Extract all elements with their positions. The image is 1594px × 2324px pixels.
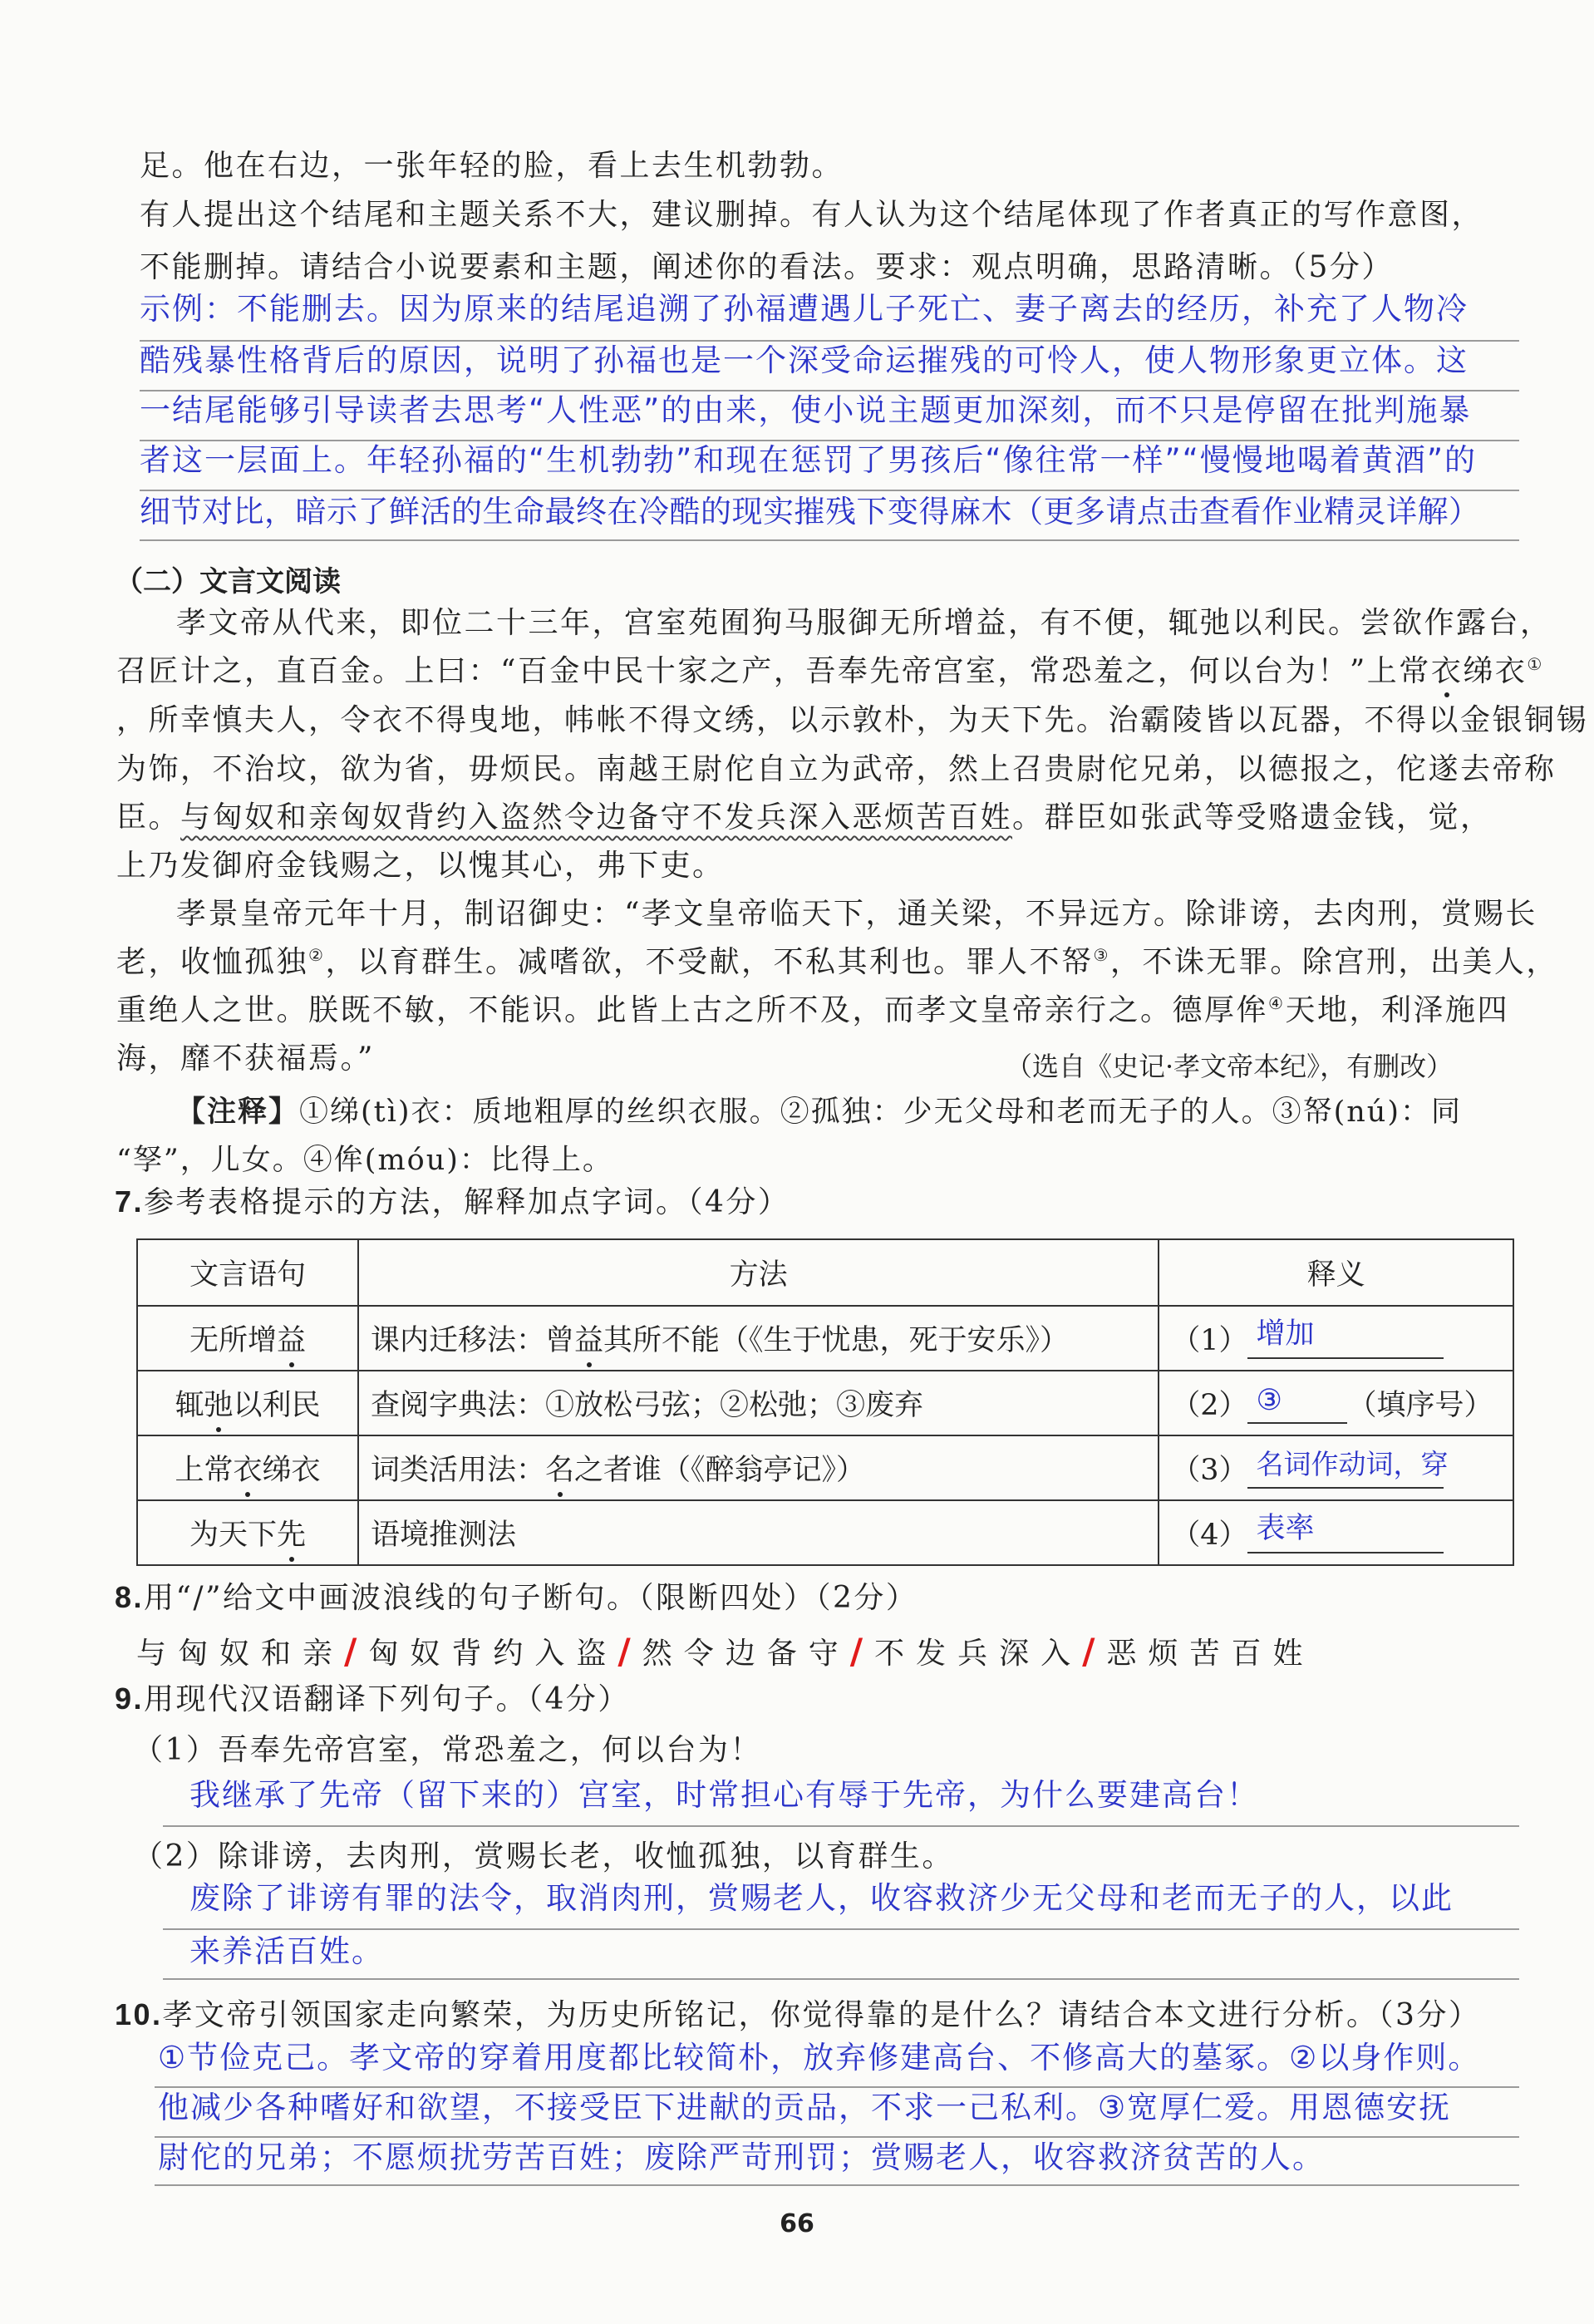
q10-prompt: 10.孝文帝引领国家走向繁荣，为历史所铭记，你觉得靠的是什么？请结合本文进行分析。（3分）	[115, 1997, 1481, 2032]
passage-p2-line-1: 孝景皇帝元年十月，制诏御史：“孝文皇帝临天下，通关梁，不异远方。除诽谤，去肉刑，赏赐长	[176, 897, 1537, 931]
sentence-cell: 为天下先	[137, 1500, 358, 1565]
dotted-character: 衣	[1430, 654, 1464, 688]
answer-rule	[140, 490, 1519, 491]
answer-rule	[140, 340, 1519, 342]
story-continuation: 足。他在右边，一张年轻的脸，看上去生机勃勃。	[140, 149, 844, 183]
passage-p1-line-1: 孝文帝从代来，即位二十三年，宫室苑囿狗马服御无所增益，有不便，辄弛以利民。尝欲作露台，	[176, 606, 1552, 640]
page-number: 66	[780, 2209, 814, 2238]
answer-rule	[155, 2136, 1519, 2138]
answer-rule	[163, 1825, 1519, 1827]
method-cell: 课内迁移法：曾益其所不能（《生于忧患，死于安乐》）	[358, 1306, 1159, 1371]
q9-sentence-2: （2）除诽谤，去肉刑，赏赐长老，收恤孤独，以育群生。	[133, 1839, 954, 1873]
sentence-segment: 匈奴背约入盗	[368, 1637, 618, 1671]
passage-p1-line-3: ，所幸慎夫人，令衣不得曳地，帏帐不得文绣，以示敦朴，为天下先。治霸陵皆以瓦器，不得以金银铜锡	[116, 703, 1589, 737]
q6-answer-line-4: 者这一层面上。年轻孙福的“生机勃勃”和现在惩罚了男孩后“像往常一样”“慢慢地喝着黄酒”的	[140, 442, 1478, 478]
sentence-segment: 与匈奴和亲	[136, 1637, 345, 1671]
q6-answer-line-2: 酷残暴性格背后的原因，说明了孙福也是一个深受命运摧残的可怜人，使人物形象更立体。这	[140, 342, 1469, 378]
section-heading: （二）文言文阅读	[115, 565, 341, 598]
passage-p2-line-2: 老，收恤孤独②，以育群生。减嗜欲，不受献，不私其利也。罪人不帑③，不诛无罪。除宫刑，出美人，	[116, 945, 1558, 979]
sentence-cell: 上常衣绨衣	[137, 1435, 358, 1500]
q9-sentence-1: （1）吾奉先帝宫室，常恐羞之，何以台为！	[133, 1733, 762, 1767]
q6-answer-line-5: 细节对比，暗示了鲜活的生命最终在冷酷的现实摧残下变得麻木（更多请点击查看作业精灵详解）	[140, 494, 1480, 529]
red-slash: /	[617, 1631, 642, 1672]
notes-line-2: “孥”，儿女。④侔(móu)：比得上。	[116, 1144, 613, 1177]
red-slash: /	[344, 1631, 369, 1672]
meaning-cell: （3） 名词作动词，穿	[1159, 1435, 1513, 1500]
q7-prompt: 7.参考表格提示的方法，解释加点字词。（4分）	[115, 1184, 790, 1219]
answer-blank[interactable]: 名词作动词，穿	[1247, 1449, 1444, 1489]
sentence-segment: 恶烦苦百姓	[1106, 1637, 1315, 1671]
notes-line-1: 【注释】①绨(tì)衣：质地粗厚的丝织衣服。②孤独：少无父母和老而无子的人。③帑(nú)：同	[176, 1096, 1462, 1129]
answer-rule	[155, 2086, 1519, 2088]
q7-table	[136, 1238, 1514, 1566]
red-slash: /	[849, 1631, 875, 1672]
sentence-segment: 然令边备守	[642, 1637, 850, 1671]
passage-p2-line-4: 海，靡不获福焉。”	[116, 1041, 375, 1076]
table-row	[137, 1306, 1513, 1371]
answer-rule	[140, 390, 1519, 391]
answer-rule	[163, 1978, 1519, 1980]
answer-rule	[140, 539, 1519, 541]
answer-blank[interactable]: 增加	[1247, 1319, 1444, 1359]
meaning-cell: （4） 表率	[1159, 1500, 1513, 1565]
q10-answer-line-1: ①节俭克己。孝文帝的穿着用度都比较简朴，放弃修建高台、不修高大的墓冢。②以身作则。	[158, 2040, 1481, 2075]
answer-rule	[155, 2184, 1519, 2186]
q9-answer-1: 我继承了先帝（留下来的）宫室，时常担心有辱于先帝，为什么要建高台！	[189, 1777, 1259, 1813]
table-header: 方法	[358, 1239, 1159, 1306]
sentence-segment: 不发兵深入	[874, 1637, 1083, 1671]
answer-blank[interactable]: ③	[1247, 1384, 1347, 1424]
answer-rule	[140, 440, 1519, 441]
table-header: 文言语句	[137, 1239, 358, 1306]
q8-sentence	[136, 1631, 1314, 1672]
passage-p1-line-4: 为饰，不治坟，欲为省，毋烦民。南越王尉佗自立为武帝，然上召贵尉佗兄弟，以德报之，佗遂去帝称	[116, 752, 1557, 786]
q8-prompt: 8.用“/”给文中画波浪线的句子断句。（限断四处）（2分）	[115, 1580, 918, 1615]
table-row	[137, 1500, 1513, 1565]
passage-p1-line-6: 上乃发御府金钱赐之，以愧其心，弗下吏。	[116, 849, 725, 883]
passage-source: （选自《史记·孝文帝本纪》，有删改）	[1006, 1051, 1454, 1082]
q10-answer-line-2: 他减少各种嗜好和欲望，不接受臣下进献的贡品，不求一己私利。③宽厚仁爱。用恩德安抚	[158, 2090, 1452, 2125]
notes-label: 【注释】	[176, 1096, 300, 1129]
table-row	[137, 1371, 1513, 1435]
answer-blank[interactable]: 表率	[1247, 1514, 1444, 1553]
q9-answer-2-line-1: 废除了诽谤有罪的法令，取消肉刑，赏赐老人，收容救济少无父母和老而无子的人，以此	[189, 1880, 1454, 1916]
sentence-cell: 无所增益	[137, 1306, 358, 1371]
q6-answer-line-1: 示例：不能删去。因为原来的结尾追溯了孙福遭遇儿子死亡、妻子离去的经历，补充了人物冷	[140, 291, 1469, 327]
table-header-row	[137, 1239, 1513, 1306]
wavy-underlined-sentence: 与匈奴和亲匈奴背约入盗然令边备守不发兵深入恶烦苦百姓	[180, 800, 1013, 835]
sentence-cell: 辄弛以利民	[137, 1371, 358, 1435]
meaning-cell: （2） ③ （填序号）	[1159, 1371, 1513, 1435]
q6-answer-line-3: 一结尾能够引导读者去思考“人性恶”的由来，使小说主题更加深刻，而不只是停留在批判施暴	[140, 392, 1472, 428]
method-cell: 词类活用法：名之者谁（《醉翁亭记》）	[358, 1435, 1159, 1500]
method-cell: 查阅字典法：①放松弓弦；②松弛；③废弃	[358, 1371, 1159, 1435]
q9-answer-2-line-2: 来养活百姓。	[189, 1933, 384, 1969]
q10-answer-line-3: 尉佗的兄弟；不愿烦扰劳苦百姓；废除严苛刑罚；赏赐老人，收容救济贫苦的人。	[158, 2139, 1325, 2175]
meaning-cell: （1） 增加	[1159, 1306, 1513, 1371]
q6-prompt-line-2: 不能删掉。请结合小说要素和主题，阐述你的看法。要求：观点明确，思路清晰。（5分）	[140, 250, 1394, 284]
q6-prompt-line-1: 有人提出这个结尾和主题关系不大，建议删掉。有人认为这个结尾体现了作者真正的写作意图，	[140, 198, 1484, 232]
table-row	[137, 1435, 1513, 1500]
passage-p1-line-5: 臣。与匈奴和亲匈奴背约入盗然令边备守不发兵深入恶烦苦百姓。群臣如张武等受赂遗金钱，觉，	[116, 800, 1493, 835]
q9-prompt: 9.用现代汉语翻译下列句子。（4分）	[115, 1681, 630, 1716]
answer-rule	[163, 1928, 1519, 1930]
passage-p2-line-3: 重绝人之世。朕既不敏，不能识。此皆上古之所不及，而孝文皇帝亲行之。德厚侔④天地，利泽施四	[116, 993, 1509, 1027]
red-slash: /	[1082, 1631, 1107, 1672]
passage-p1-line-2: 召匠计之，直百金。上曰：“百金中民十家之产，吾奉先帝宫室，常恐羞之，何以台为！”上常衣绨衣①	[116, 654, 1544, 688]
method-cell: 语境推测法	[358, 1500, 1159, 1565]
table-header: 释义	[1159, 1239, 1513, 1306]
